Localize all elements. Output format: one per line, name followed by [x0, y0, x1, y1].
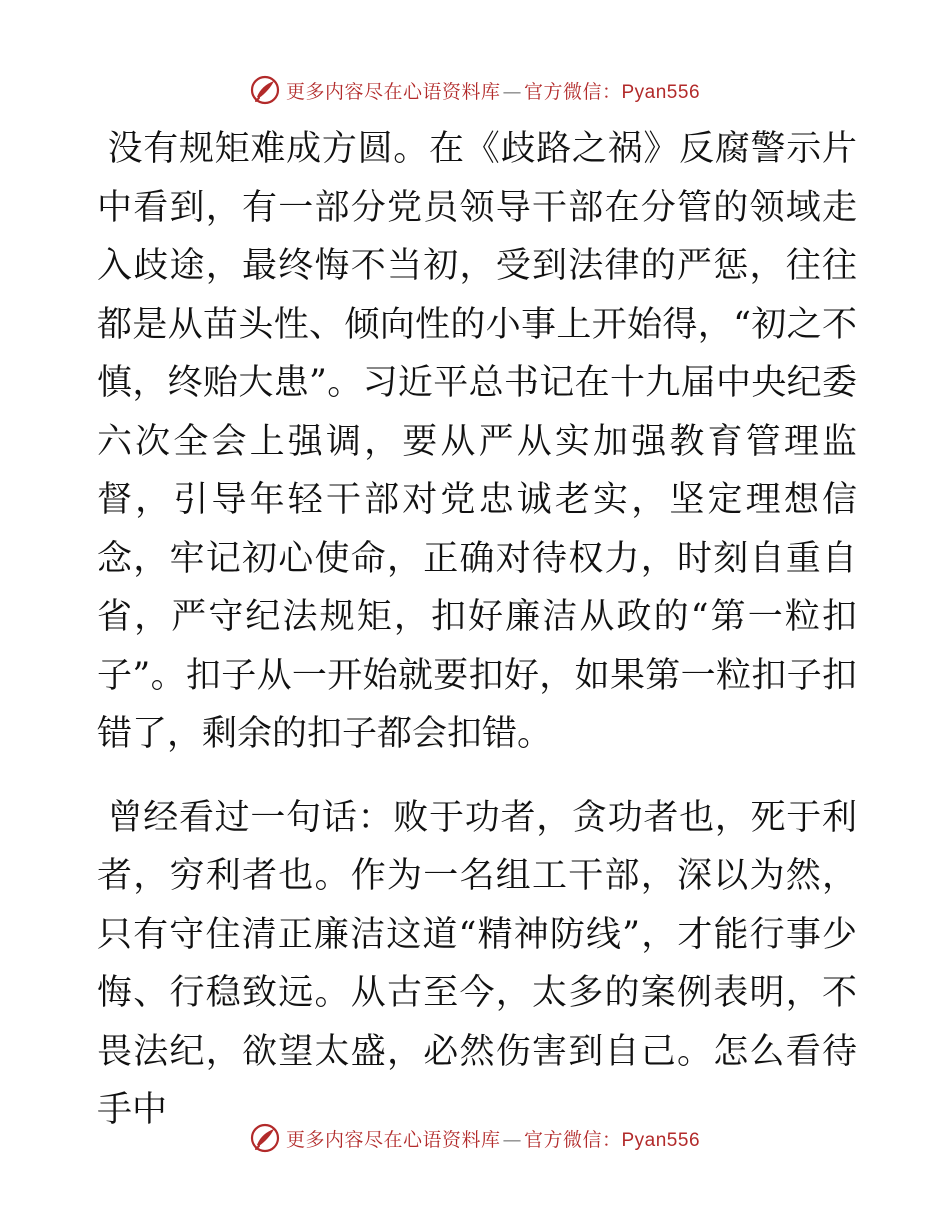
paragraph-1: 没有规矩难成方圆。在《歧路之祸》反腐警示片中看到，有一部分党员领导干部在分管的领域走入歧途，最终悔不当初，受到法律的严惩，往往都是从苗头性、倾向性的小事上开始得，“初之不慎，终贻大患”。习近平总书记在十九届中央纪委六次全会上强调，要从严从实加强教育管理监督，引导年轻干部对党忠诚老实，坚定理想信念，牢记初心使命，正确对待权力，时刻自重自省，严守纪法规矩，扣好廉洁从政的“第一粒扣子”。扣子从一开始就要扣好，如果第一粒扣子扣错了，剩余的扣子都会扣错。	[97, 129, 857, 754]
document-body	[97, 120, 857, 1140]
header-separator: —	[502, 80, 522, 103]
header-site-text: 更多内容尽在心语资料库	[285, 80, 501, 103]
footer-banner-text	[286, 1125, 700, 1152]
quill-pen-logo-icon	[250, 75, 280, 105]
footer-separator: —	[502, 1128, 522, 1151]
footer-wechat-id: Pyan556	[621, 1129, 701, 1151]
quill-pen-logo-icon	[250, 1123, 280, 1153]
footer-site-text: 更多内容尽在心语资料库	[285, 1128, 501, 1151]
footer-banner	[0, 1118, 950, 1158]
header-banner-text	[286, 77, 700, 104]
footer-wechat-label: 官方微信：	[523, 1128, 622, 1151]
header-wechat-id: Pyan556	[621, 81, 701, 103]
paragraph-2: 曾经看过一句话：败于功者，贪功者也，死于利者，穷利者也。作为一名组工干部，深以为然，只有守住清正廉洁这道“精神防线”，才能行事少悔、行稳致远。从古至今，太多的案例表明，不畏法纪，欲望太盛，必然伤害到自己。怎么看待手中	[97, 797, 857, 1130]
header-wechat-label: 官方微信：	[523, 80, 622, 103]
header-banner	[0, 70, 950, 110]
